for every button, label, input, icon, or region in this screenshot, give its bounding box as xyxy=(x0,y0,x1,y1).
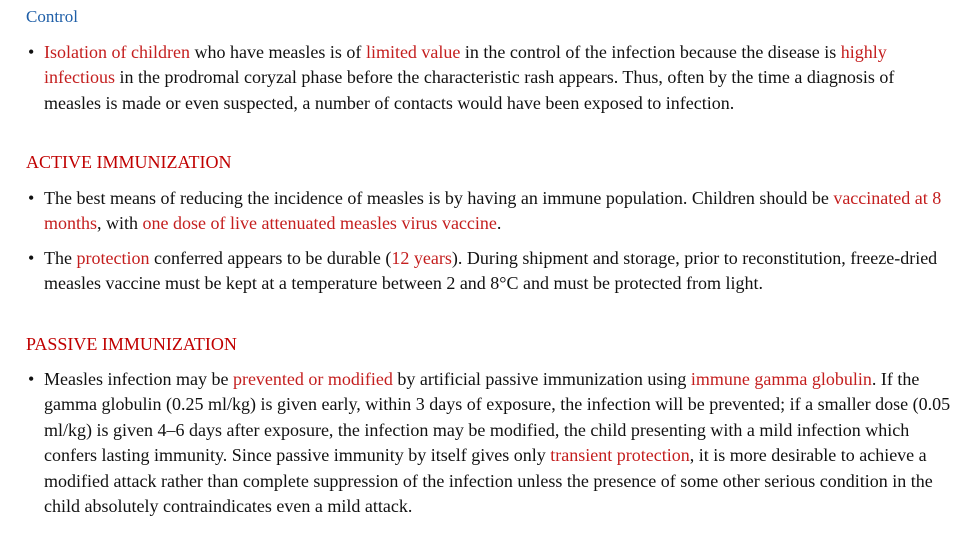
bullet-dot: • xyxy=(28,248,35,268)
text-run: The xyxy=(44,248,77,268)
text-run: in the prodromal coryzal phase before the characteristic rash appears. Thus, often by the time a diagnosis of measles is made or even suspected, a number of contacts would have been exposed to infection. xyxy=(44,67,895,113)
text-highlight: highly infectious xyxy=(44,42,887,88)
text-highlight: immune gamma globulin xyxy=(690,369,872,389)
text-highlight: one dose of live attenuated measles virus vaccine xyxy=(142,213,497,234)
text-run: in the control of the infection because the disease is xyxy=(460,42,841,62)
bullet-vaccination xyxy=(28,186,954,237)
text-run: . If the gamma globulin (0.25 ml/kg) is given early, within 3 days of exposure, the infection will be prevented; if a smaller dose (0.05 ml/kg) is given 4–6 days after exposure, the infection may be modified, the child presenting with a mild infection which confers lasting immunity. Since passive immunity by itself gives only xyxy=(44,369,951,466)
bullet-dot: • xyxy=(28,42,35,62)
text-run: conferred appears to be durable ( xyxy=(149,248,392,268)
heading-active-immunization: ACTIVE IMMUNIZATION xyxy=(26,152,232,172)
text-highlight: vaccinated at 8 months xyxy=(44,188,942,234)
text-highlight: prevented or modified xyxy=(232,369,393,389)
bullet-dot: • xyxy=(28,369,35,389)
text-highlight: limited value xyxy=(365,42,461,62)
heading-passive-immunization: PASSIVE IMMUNIZATION xyxy=(26,334,237,354)
text-run: . xyxy=(496,213,502,234)
text-run: The best means of reducing the incidence of measles is by having an immune population. Children should be xyxy=(44,188,834,208)
text-run: , it is more desirable to achieve a modified attack rather than complete suppression of the infection unless the presence of some other serious condition in the child absolutely contraindicates even a mild attack. xyxy=(44,445,933,517)
text-highlight: 12 years xyxy=(391,248,452,268)
bullet-dot: • xyxy=(28,188,35,208)
bullet-passive-immunization xyxy=(28,367,954,519)
text-run: who have measles is of xyxy=(189,42,366,62)
text-run: , with xyxy=(97,213,143,234)
bullet-protection xyxy=(28,246,954,297)
bullet-isolation xyxy=(28,40,954,116)
heading-control: Control xyxy=(26,7,78,26)
text-highlight: protection xyxy=(76,248,150,268)
text-highlight: Isolation of children xyxy=(44,42,190,62)
text-run: by artificial passive immunization using xyxy=(392,369,691,389)
text-run: ). During shipment and storage, prior to reconstitution, freeze-dried measles vaccine must be kept at a temperature between 2 and 8°C and must be protected from light. xyxy=(44,248,938,294)
text-run: Measles infection may be xyxy=(44,369,233,389)
text-highlight: transient protection xyxy=(550,445,690,466)
